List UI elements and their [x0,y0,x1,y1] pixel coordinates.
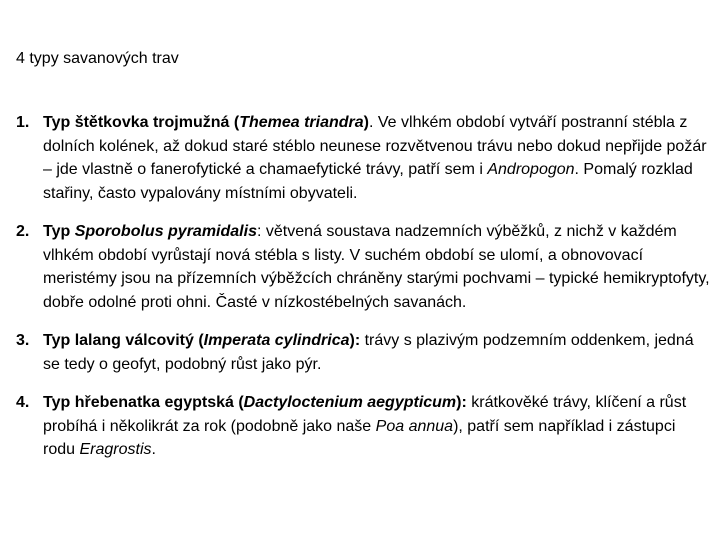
latin-name: Poa annua [375,417,454,435]
latin-name: Themea triandra [239,114,364,131]
list-item-4 [16,391,711,462]
item-text: . Ve vlhkém období vytváří postranní stébla z dolních kolének, až dokud staré stéblo neunese rozvětvenou trávu nebo dokud nepřijde požár – jde vlastně o fanerofytické a chamaefytické trávy, patří sem i [43,114,707,178]
item-number: 1. [16,114,30,131]
latin-name: Andropogon [487,161,575,178]
latin-name: Eragrostis [79,441,152,458]
item-text: . Pomalý rozklad stařiny, často vypalovány místními obyvateli. [43,161,693,202]
item-text: krátkověké trávy, klíčení a růst probíhá i několikrát za rok (podobně jako naše [43,394,687,435]
latin-name: Dactyloctenium aegypticum [243,394,457,411]
slide-title: 4 typy savanových trav [16,50,179,67]
list-item-2 [16,220,711,314]
item-heading: Typ štětkovka trojmužná (Themea triandra) [43,114,369,131]
item-number: 4. [16,394,30,411]
item-heading: Typ Sporobolus pyramidalis [43,223,257,240]
latin-name: Sporobolus pyramidalis [74,223,257,240]
item-heading: Typ hřebenatka egyptská (Dactyloctenium aegypticum): [43,394,467,411]
grass-types-list [16,111,711,477]
item-text: . [151,441,156,458]
list-item-3 [16,329,711,376]
latin-name: Imperata cylindrica [203,332,350,349]
item-text: : větvená soustava nadzemních výběžků, z nichž v každém vlhkém období vyrůstají nová stébla s listy. V suchém období se ulomí, a obnovovací meristémy jsou na přízemních výběžcích chráněny starými pochvami – typické hemikryptofyty, dobře odolné proti ohni. Časté v nízkostébelných savanách. [43,223,710,311]
item-heading: Typ lalang válcovitý (Imperata cylindrica): [43,332,361,349]
list-item-1 [16,111,711,205]
item-number: 3. [16,332,30,349]
item-text: trávy s plazivým podzemním oddenkem, jedná se tedy o geofyt, podobný růst jako pýr. [43,332,694,373]
item-number: 2. [16,223,30,240]
item-text: ), patří sem například i zástupci rodu [43,417,676,458]
